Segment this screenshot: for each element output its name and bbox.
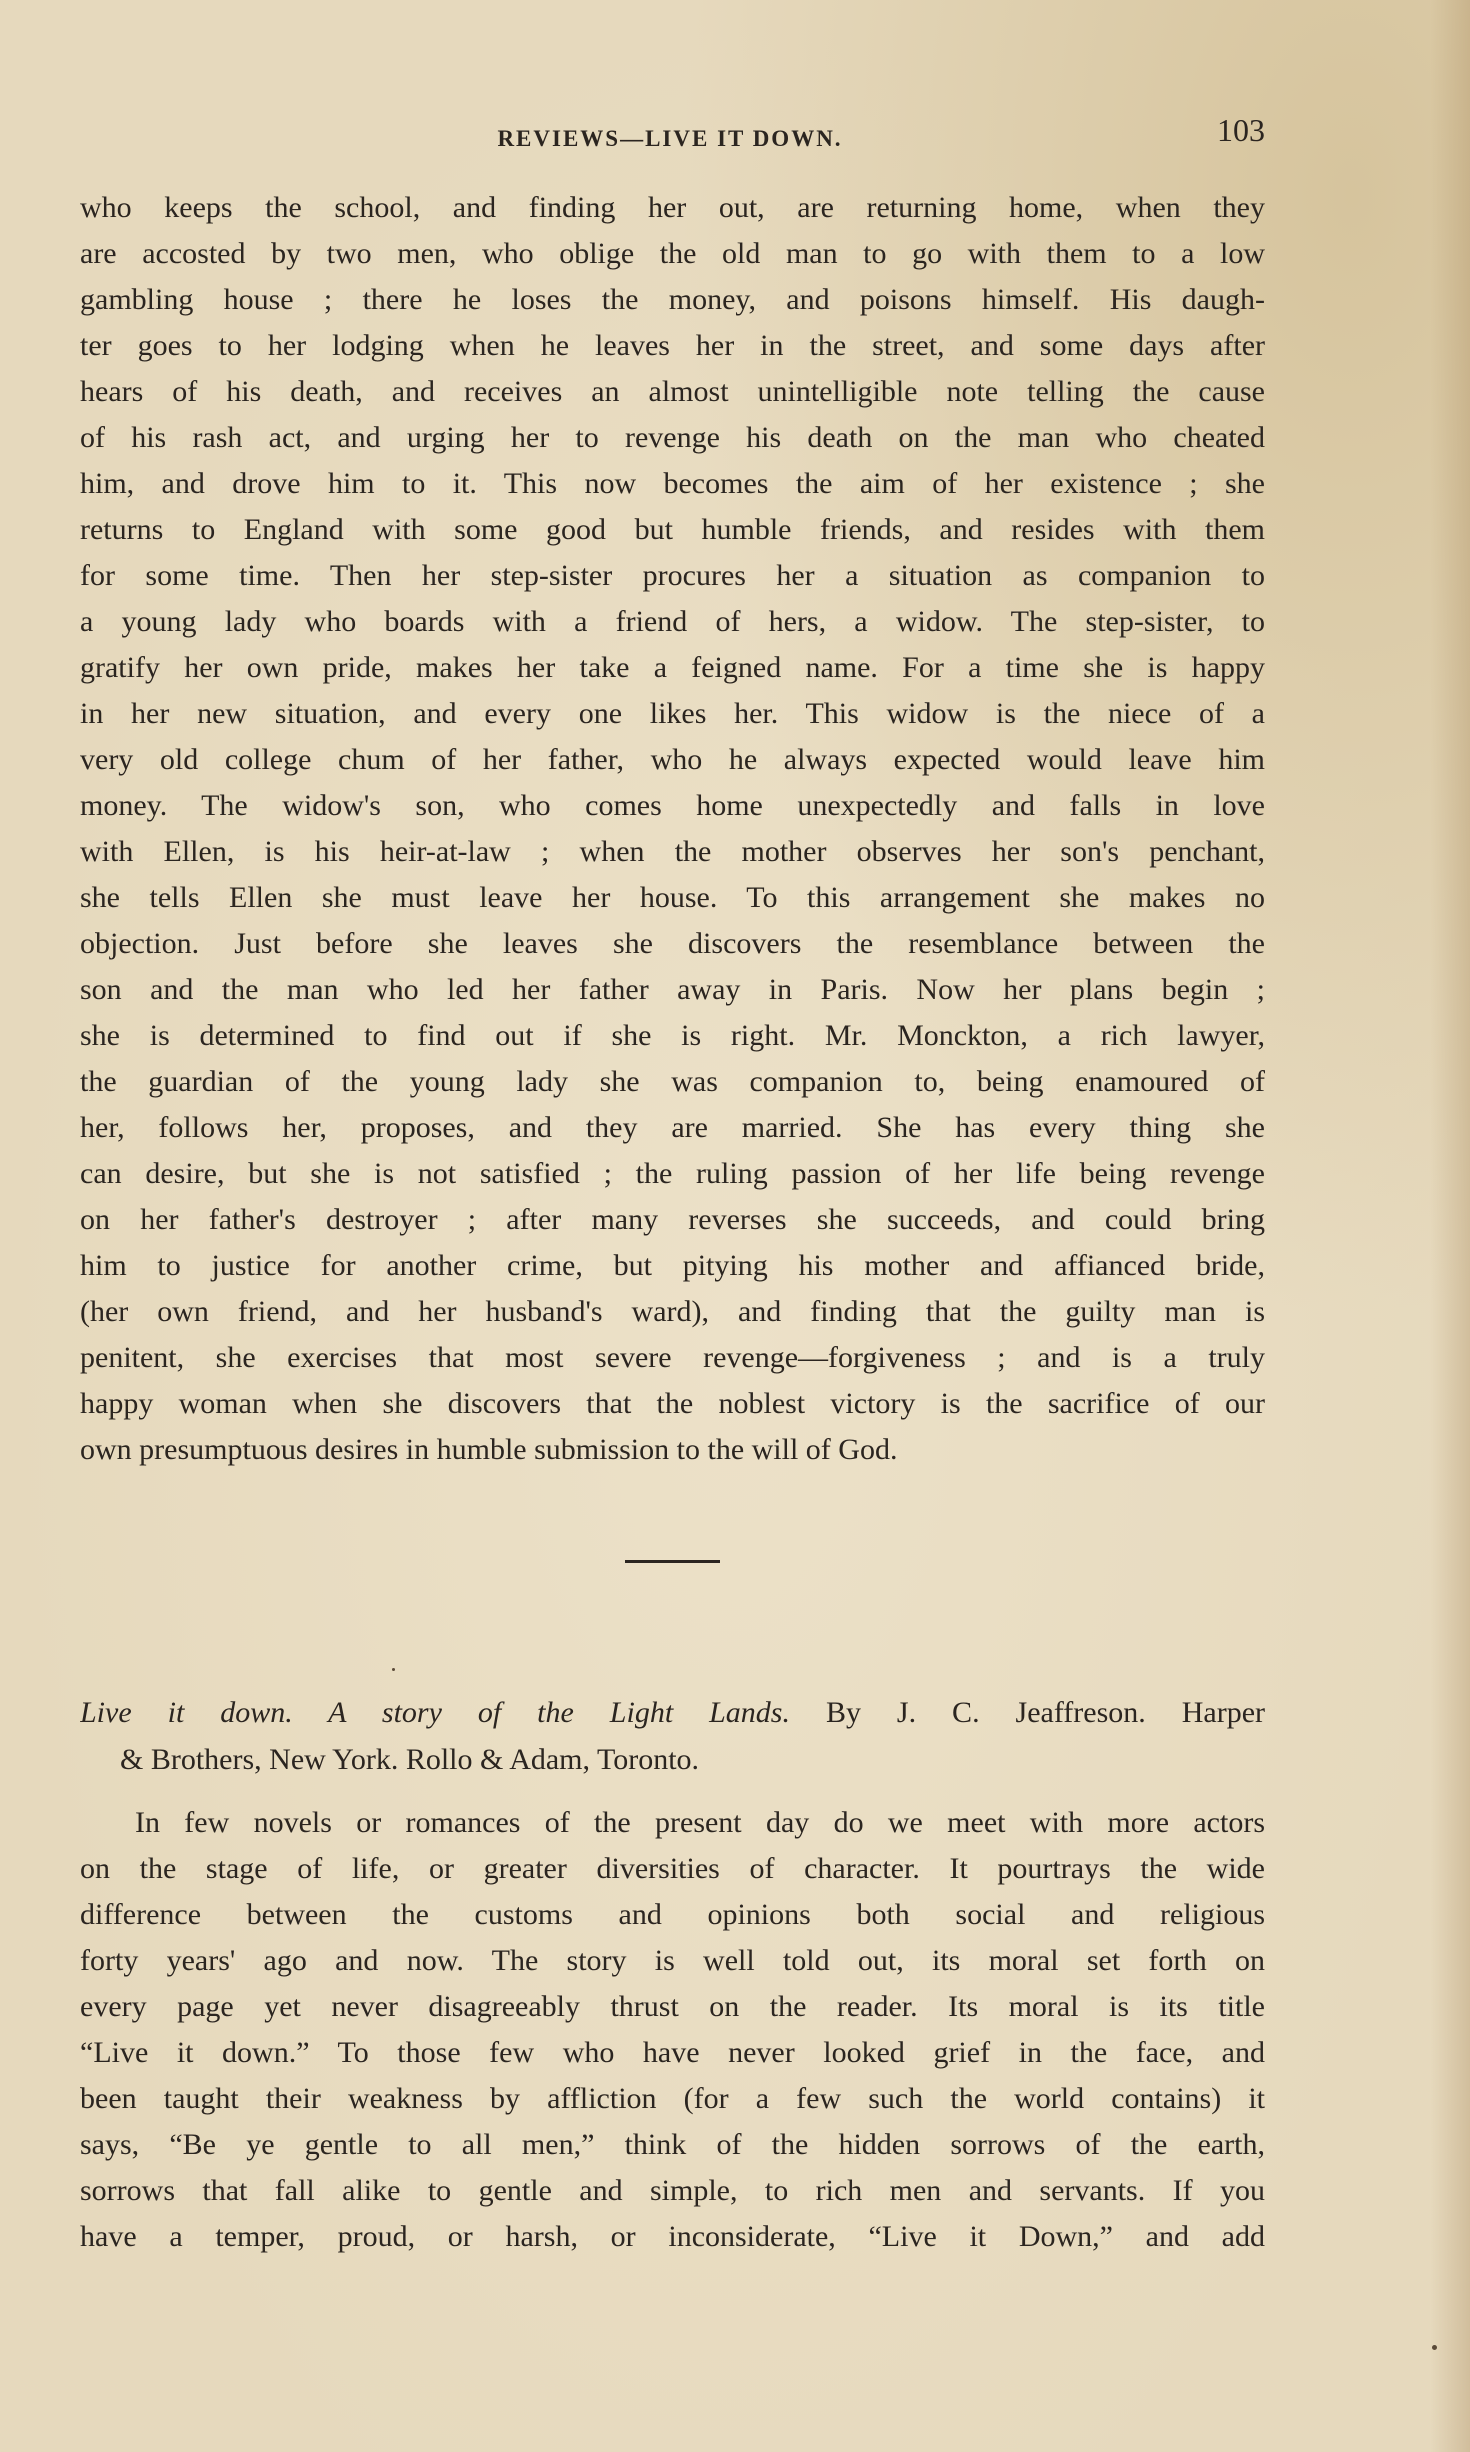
text-line: for some time. Then her step-sister procures her a situation as companion to	[80, 559, 1265, 592]
text-line: can desire, but she is not satisfied ; the ruling passion of her life being revenge	[80, 1157, 1265, 1190]
section-divider-rule	[625, 1560, 720, 1563]
text-line: of his rash act, and urging her to revenge his death on the man who cheated	[80, 421, 1265, 454]
text-line: (her own friend, and her husband's ward), and finding that the guilty man is	[80, 1295, 1265, 1328]
text-line: happy woman when she discovers that the noblest victory is the sacrifice of our	[80, 1387, 1265, 1420]
text-line: on the stage of life, or greater diversities of character. It pourtrays the wide	[80, 1852, 1265, 1885]
text-line: gratify her own pride, makes her take a feigned name. For a time she is happy	[80, 651, 1265, 684]
text-line: him, and drove him to it. This now becomes the aim of her existence ; she	[80, 467, 1265, 500]
citation-line-2: & Brothers, New York. Rollo & Adam, Toronto.	[120, 1743, 700, 1776]
page-number: 103	[1217, 112, 1265, 148]
text-line: she is determined to find out if she is right. Mr. Monckton, a rich lawyer,	[80, 1019, 1265, 1052]
text-line: says, “Be ye gentle to all men,” think of the hidden sorrows of the earth,	[80, 2128, 1265, 2161]
text-line: In few novels or romances of the present day do we meet with more actors	[135, 1806, 1265, 1839]
text-line: ter goes to her lodging when he leaves her in the street, and some days after	[80, 329, 1265, 362]
citation-book-title: Live it down. A story of the Light Lands.	[80, 1696, 790, 1729]
text-line: hears of his death, and receives an almost unintelligible note telling the cause	[80, 375, 1265, 408]
text-line: the guardian of the young lady she was companion to, being enamoured of	[80, 1065, 1265, 1098]
text-line: been taught their weakness by affliction (for a few such the world contains) it	[80, 2082, 1265, 2115]
text-line: son and the man who led her father away in Paris. Now her plans begin ;	[80, 973, 1265, 1006]
text-line: gambling house ; there he loses the money, and poisons himself. His daugh-	[80, 283, 1265, 316]
text-line: every page yet never disagreeably thrust on the reader. Its moral is its title	[80, 1990, 1265, 2023]
text-line: him to justice for another crime, but pitying his mother and affianced bride,	[80, 1249, 1265, 1282]
citation-line-1	[80, 1690, 1265, 1735]
text-line: objection. Just before she leaves she discovers the resemblance between the	[80, 927, 1265, 960]
ink-speck	[1432, 2345, 1437, 2350]
text-line: forty years' ago and now. The story is well told out, its moral set forth on	[80, 1944, 1265, 1977]
text-line: money. The widow's son, who comes home unexpectedly and falls in love	[80, 789, 1265, 822]
text-line: she tells Ellen she must leave her house. To this arrangement she makes no	[80, 881, 1265, 914]
text-line: penitent, she exercises that most severe revenge—forgiveness ; and is a truly	[80, 1341, 1265, 1374]
page-header	[80, 112, 1265, 162]
text-line: with Ellen, is his heir-at-law ; when the mother observes her son's penchant,	[80, 835, 1265, 868]
text-line: who keeps the school, and finding her out, are returning home, when they	[80, 191, 1265, 224]
text-line: “Live it down.” To those few who have never looked grief in the face, and	[80, 2036, 1265, 2069]
citation-author-publisher: By J. C. Jeaffreson. Harper	[789, 1696, 1265, 1729]
text-line: her, follows her, proposes, and they are married. She has every thing she	[80, 1111, 1265, 1144]
text-line: a young lady who boards with a friend of hers, a widow. The step-sister, to	[80, 605, 1265, 638]
text-line: own presumptuous desires in humble submission to the will of God.	[80, 1433, 898, 1466]
page-edge-stain	[1430, 0, 1470, 2452]
text-line: on her father's destroyer ; after many reverses she succeeds, and could bring	[80, 1203, 1265, 1236]
text-line: have a temper, proud, or harsh, or inconsiderate, “Live it Down,” and add	[80, 2220, 1265, 2253]
text-line: sorrows that fall alike to gentle and simple, to rich men and servants. If you	[80, 2174, 1265, 2207]
ink-speck	[392, 1668, 395, 1671]
running-head: REVIEWS—LIVE IT DOWN.	[497, 126, 843, 151]
text-line: in her new situation, and every one likes her. This widow is the niece of a	[80, 697, 1265, 730]
text-line: very old college chum of her father, who he always expected would leave him	[80, 743, 1265, 776]
text-line: difference between the customs and opinions both social and religious	[80, 1898, 1265, 1931]
text-line: returns to England with some good but humble friends, and resides with them	[80, 513, 1265, 546]
text-line: are accosted by two men, who oblige the old man to go with them to a low	[80, 237, 1265, 270]
